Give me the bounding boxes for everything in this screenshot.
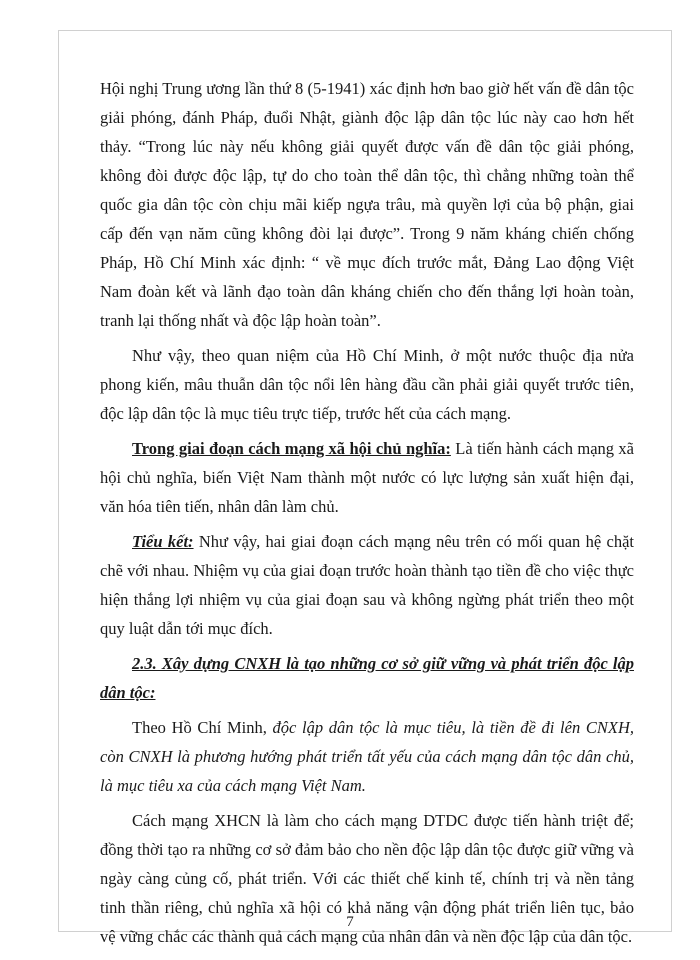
paragraph-text: Hội nghị Trung ương lần thứ 8 (5-1941) xác định hơn bao giờ hết vấn đề dân tộc giải phóng, đánh Pháp, đuổi Nhật, giành độc lập dân tộc lúc này cao hơn hết thảy. “Trong lúc này nếu không giải quyết được vấn đề dân tộc giải phóng, không đòi được độc lập, tự do cho toàn thể dân tộc, thì chẳng những toàn thể quốc gia dân tộc còn chịu mãi kiếp ngựa trâu, mà quyền lợi của bộ phận, giai cấp đến vạn năm cũng không đòi lại được”. Trong 9 năm kháng chiến chống Pháp, Hồ Chí Minh xác định: “ về mục đích trước mắt, Đảng Lao động Việt Nam đoàn kết và lãnh đạo toàn dân kháng chiến cho đến thắng lợi hoàn toàn, tranh lại thống nhất và độc lập hoàn toàn”.: [100, 79, 634, 330]
paragraph-text: Cách mạng XHCN là làm cho cách mạng DTDC được tiến hành triệt để; đồng thời tạo ra những cơ sở đảm bảo cho nền độc lập dân tộc được giữ vững và ngày càng củng cố, phát triển. Với các thiết chế kinh tế, chính trị và nền tảng tinh thần riêng, chủ nghĩa xã hội có khả năng vận động phát triển liên tục, bảo vệ vững chắc các thành quả cách mạng của nhân dân và nền độc lập của dân tộc.: [100, 811, 634, 946]
paragraph-conclusion-view: [100, 341, 634, 428]
italic-quote: độc lập dân tộc là mục tiêu, là tiền đề đi lên CNXH, còn CNXH là phương hướng phát triển tất yếu của cách mạng dân tộc dân chủ, là mục tiêu xa của cách mạng Việt Nam.: [100, 718, 635, 795]
section-heading-2-3: 2.3. Xây dựng CNXH là tạo những cơ sở giữ vững và phát triển độc lập dân tộc:: [100, 654, 634, 702]
summary-label: Tiểu kết:: [132, 532, 194, 551]
paragraph-text: Như vậy, theo quan niệm của Hồ Chí Minh, ở một nước thuộc địa nửa phong kiến, mâu thuẫn dân tộc nổi lên hàng đầu cần phải giải quyết trước tiên, độc lập dân tộc là mục tiêu trực tiếp, trước hết của cách mạng.: [100, 346, 634, 423]
paragraph-text: Như vậy, hai giai đoạn cách mạng nêu trên có mối quan hệ chặt chẽ với nhau. Nhiệm vụ của giai đoạn trước hoàn thành tạo tiền đề cho việc thực hiện thắng lợi nhiệm vụ của giai đoạn sau và không ngừng phát triển theo một quy luật dẫn tới mục đích.: [100, 532, 634, 638]
paragraph-text: Là tiến hành cách mạng xã hội chủ nghĩa, biến Việt Nam thành một nước có lực lượng sản xuất hiện đại, văn hóa tiên tiến, nhân dân làm chủ.: [100, 439, 635, 516]
paragraph-summary: [100, 527, 634, 643]
paragraph-conference-8: [100, 74, 634, 335]
paragraph-ho-chi-minh-view: [100, 713, 634, 800]
page-number: 7: [346, 914, 354, 930]
paragraph-text: Theo Hồ Chí Minh,: [132, 718, 273, 737]
socialist-stage-label: Trong giai đoạn cách mạng xã hội chủ nghĩa:: [132, 439, 451, 458]
paragraph-socialist-stage: [100, 434, 634, 521]
